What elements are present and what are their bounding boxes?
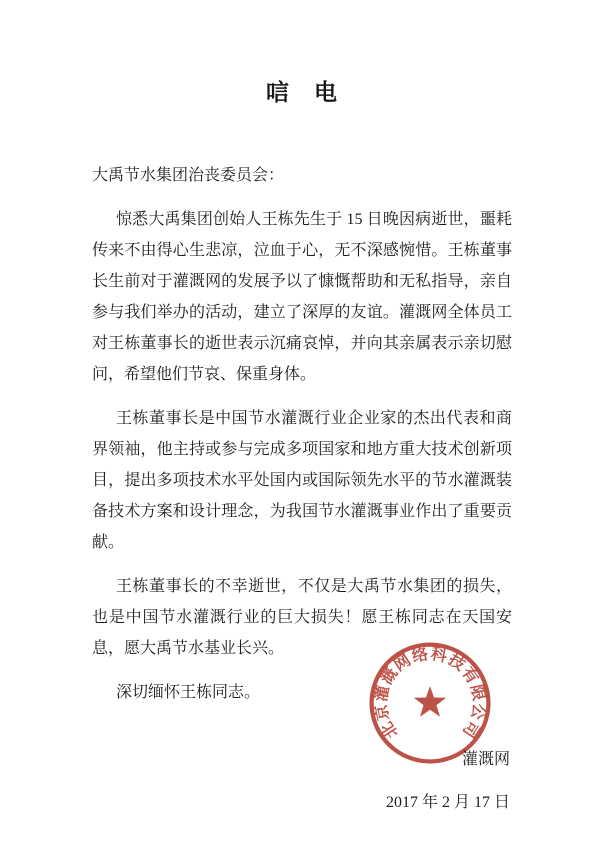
paragraph-1: 惊悉大禹集团创始人王栋先生于 15 日晚因病逝世，噩耗传来不由得心生悲凉，泣血于心，无不深感惋惜。王栋董事长生前对于灌溉网的发展予以了慷慨帮助和无私指导，亲自参与我们举办的活动，建立了深厚的友谊。灌溉网全体员工对王栋董事长的逝世表示沉痛哀悼，并向其亲属表示亲切慰问，希望他们节哀、保重身体。 [92,211,512,383]
date-line: 2017 年 2 月 17 日 [385,794,510,811]
paragraph-2: 王栋董事长是中国节水灌溉行业企业家的杰出代表和商界领袖，他主持或参与完成多项国家和地方重大技术创新项目，提出多项技术水平处国内或国际领先水平的节水灌溉装备技术方案和设计理念，为我国节水灌溉事业作出了重要贡献。 [92,410,512,551]
paragraph-4: 深切缅怀王栋同志。 [116,684,261,701]
signature: 灌溉网 [461,751,510,768]
salutation: 大禹节水集团治丧委员会： [92,167,285,184]
document-title: 唁 电 [266,80,338,105]
paragraph-3: 王栋董事长的不幸逝世，不仅是大禹节水集团的损失，也是中国节水灌溉行业的巨大损失！愿王栋同志在天国安息，愿大禹节水基业长兴。 [92,578,512,657]
signature-block [92,744,512,818]
seal-company-text: 北京灌溉网络科技有限公司 [372,645,488,742]
